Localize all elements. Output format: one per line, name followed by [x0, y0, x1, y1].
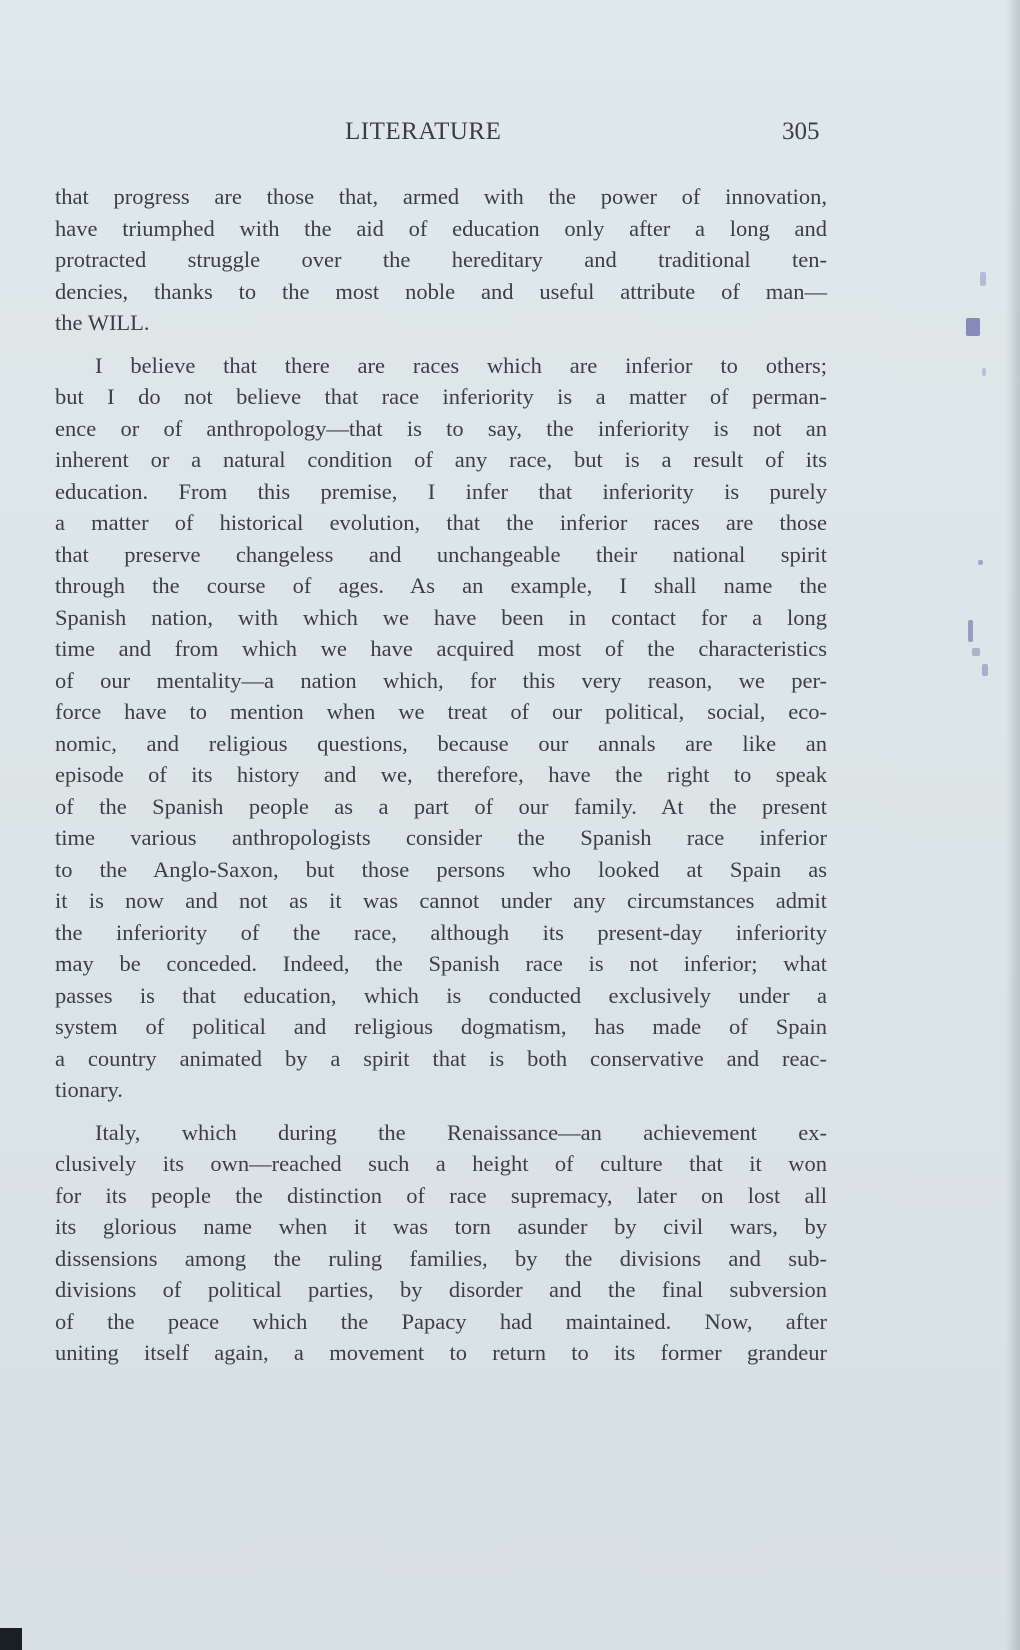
text-line: inherent or a natural condition of any race, but is a result of its	[55, 447, 827, 472]
text-line: passes is that education, which is conducted exclusively under a	[55, 982, 827, 1008]
text-line: dissensions among the ruling families, by the divisions and sub-	[55, 1245, 827, 1271]
paragraph	[55, 350, 827, 1106]
text-line: nomic, and religious questions, because our annals are like an	[55, 730, 827, 756]
body-text	[55, 181, 827, 1369]
text-line: the WILL.	[55, 310, 150, 335]
ink-mark	[972, 648, 980, 656]
text-line: Italy, which during the Renaissance—an achievement ex-	[95, 1119, 827, 1145]
running-head: LITERATURE	[345, 118, 502, 145]
ink-mark	[968, 620, 973, 642]
ink-mark	[980, 272, 986, 286]
text-line: through the course of ages. As an example, I shall name the	[55, 573, 827, 598]
ink-mark	[978, 560, 983, 565]
text-line: tionary.	[55, 1077, 123, 1102]
text-line: Spanish nation, with which we have been in contact for a long	[55, 604, 827, 630]
text-line: that preserve changeless and unchangeable their national spirit	[55, 541, 827, 567]
text-line: it is now and not as it was cannot under any circumstances admit	[55, 888, 827, 913]
text-line: force have to mention when we treat of our political, social, eco-	[55, 699, 827, 724]
text-line: its glorious name when it was torn asunder by civil wars, by	[55, 1214, 827, 1239]
text-line: uniting itself again, a movement to return to its former grandeur	[55, 1340, 827, 1365]
scan-corner	[0, 1628, 22, 1650]
paragraph	[55, 1117, 827, 1369]
text-line: clusively its own—reached such a height of culture that it won	[55, 1151, 827, 1176]
text-line: that progress are those that, armed with the power of innovation,	[55, 184, 827, 209]
text-line: dencies, thanks to the most noble and useful attribute of man—	[55, 278, 827, 304]
text-line: I believe that there are races which are inferior to others;	[95, 352, 827, 378]
paragraph	[55, 181, 827, 339]
page-header	[0, 118, 1020, 152]
text-line: may be conceded. Indeed, the Spanish race is not inferior; what	[55, 951, 827, 976]
page-edge-shadow	[1006, 0, 1020, 1650]
text-line: a matter of historical evolution, that the inferior races are those	[55, 510, 827, 535]
text-line: time various anthropologists consider the Spanish race inferior	[55, 825, 827, 850]
text-line: protracted struggle over the hereditary and traditional ten-	[55, 247, 827, 272]
text-line: divisions of political parties, by disorder and the final subversion	[55, 1277, 827, 1302]
text-line: a country animated by a spirit that is both conservative and reac-	[55, 1045, 827, 1071]
text-line: episode of its history and we, therefore, have the right to speak	[55, 762, 827, 787]
text-line: education. From this premise, I infer that inferiority is purely	[55, 478, 827, 504]
text-line: system of political and religious dogmatism, has made of Spain	[55, 1014, 827, 1039]
text-line: to the Anglo-Saxon, but those persons who looked at Spain as	[55, 856, 827, 882]
ink-mark	[966, 318, 980, 336]
text-line: time and from which we have acquired most of the characteristics	[55, 636, 827, 661]
ink-mark	[982, 664, 988, 676]
text-line: but I do not believe that race inferiority is a matter of perman-	[55, 384, 827, 409]
text-line: for its people the distinction of race supremacy, later on lost all	[55, 1182, 827, 1208]
text-line: the inferiority of the race, although its present-day inferiority	[55, 919, 827, 945]
text-line: have triumphed with the aid of education only after a long and	[55, 215, 827, 241]
text-line: of our mentality—a nation which, for this very reason, we per-	[55, 667, 827, 693]
text-line: of the peace which the Papacy had maintained. Now, after	[55, 1308, 827, 1334]
ink-mark	[982, 368, 986, 376]
margin-ink-marks	[962, 0, 1002, 1650]
text-line: of the Spanish people as a part of our family. At the present	[55, 793, 827, 819]
text-line: ence or of anthropology—that is to say, the inferiority is not an	[55, 415, 827, 441]
page-number: 305	[782, 118, 820, 145]
